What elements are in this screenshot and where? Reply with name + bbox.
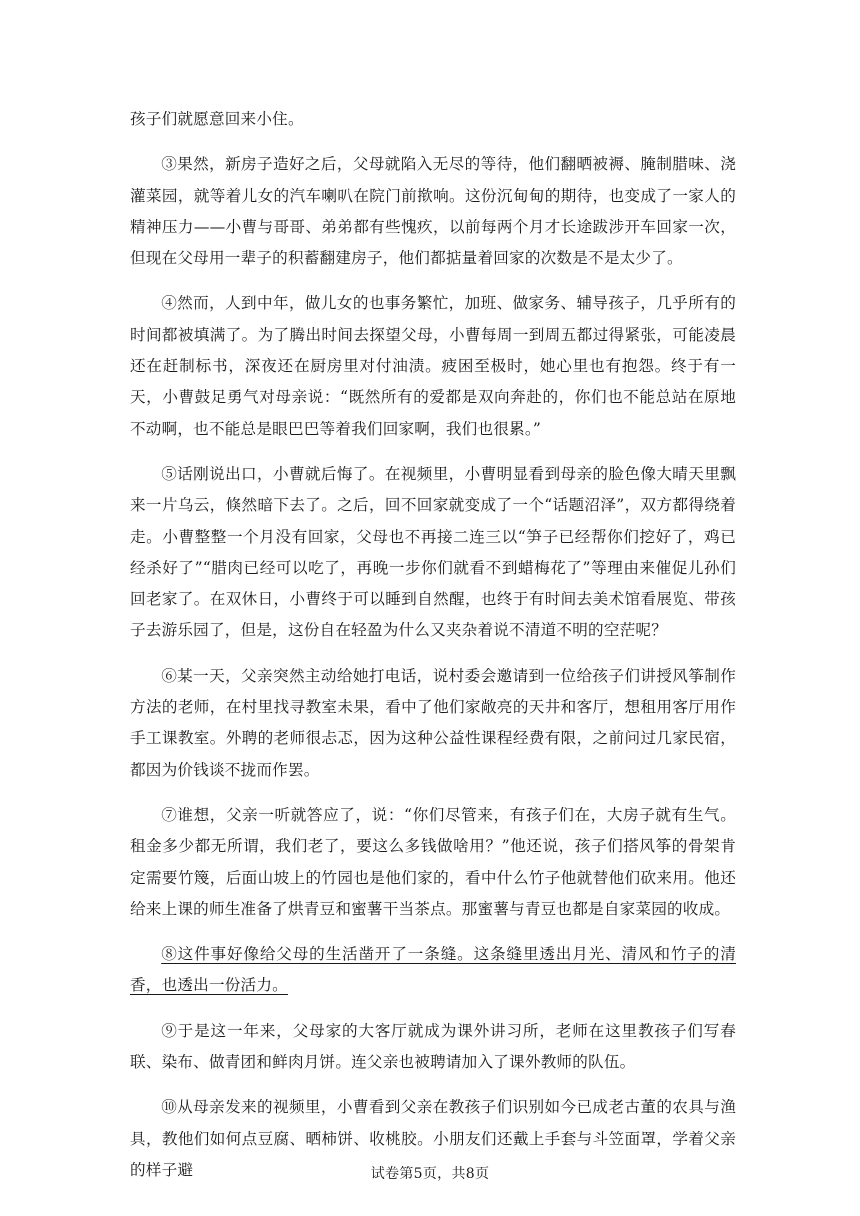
article-body — [130, 104, 736, 1200]
paragraph-7: ⑦谁想，父亲一听就答应了，说：“你们尽管来，有孩子们在，大房子就有生气。租金多少都无所谓，我们老了，要这么多钱做啥用？”他还说，孩子们搭风筝的骨架肯定需要竹篾，后面山坡上的竹园也是他们家的，看中什么竹子他就替他们砍来用。他还给来上课的师生准备了烘青豆和蜜薯干当茶点。那蜜薯与青豆也都是自家菜园的收成。 — [130, 805, 736, 918]
paragraph-5: ⑤话刚说出口，小曹就后悔了。在视频里，小曹明显看到母亲的脸色像大晴天里飘来一片乌云，倏然暗下去了。之后，回不回家就变成了一个“话题沼泽”，双方都得绕着走。小曹整整一个月没有回家，父母也不再接二连三以“笋子已经帮你们挖好了，鸡已经杀好了”“腊肉已经可以吃了，再晚一步你们就看不到蜡梅花了”等理由来催促儿孙们回老家了。在双休日，小曹终于可以睡到自然醒，也终于有时间去美术馆看展览、带孩子去游乐园了，但是，这份自在轻盈为什么又夹杂着说不清道不明的空茫呢？ — [130, 464, 736, 640]
page-number-footer: 试卷第5页，共8页 — [370, 1166, 490, 1182]
paragraph-9: ⑨于是这一年来，父母家的大客厅就成为课外讲习所，老师在这里教孩子们写春联、染布、做青团和鲜肉月饼。连父亲也被聘请加入了课外教师的队伍。 — [130, 1021, 736, 1072]
paragraph-continued: 孩子们就愿意回来小住。 — [130, 110, 304, 128]
paragraph-4: ④然而，人到中年，做儿女的也事务繁忙，加班、做家务、辅导孩子，几乎所有的时间都被填满了。为了腾出时间去探望父母，小曹每周一到周五都过得紧张，可能凌晨还在赶制标书，深夜还在厨房里对付油渍。疲困至极时，她心里也有抱怨。终于有一天，小曹鼓足勇气对母亲说：“既然所有的爱都是双向奔赴的，你们也不能总站在原地不动啊，也不能总是眼巴巴等着我们回家啊，我们也很累。” — [130, 294, 736, 438]
paragraph-6: ⑥某一天，父亲突然主动给她打电话，说村委会邀请到一位给孩子们讲授风筝制作方法的老师，在村里找寻教室未果，看中了他们家敞亮的天井和客厅，想租用客厅用作手工课教室。外聘的老师很忐忑，因为这种公益性课程经费有限，之前问过几家民宿，都因为价钱谈不拢而作罢。 — [130, 666, 736, 779]
paragraph-8-underlined: ⑧这件事好像给父母的生活凿开了一条缝。这条缝里透出月光、清风和竹子的清香，也透出一份活力。 — [130, 945, 736, 995]
paragraph-10: ⑩从母亲发来的视频里，小曹看到父亲在教孩子们识别如今已成老古董的农具与渔具，教他们如何点豆腐、晒柿饼、收桃胶。小朋友们还戴上手套与斗笠面罩，学着父亲的样子避 — [130, 1098, 736, 1179]
paragraph-3: ③果然，新房子造好之后，父母就陷入无尽的等待，他们翻晒被褥、腌制腊味、浇灌菜园，就等着儿女的汽车喇叭在院门前揿响。这份沉甸甸的期待，也变成了一家人的精神压力——小曹与哥哥、弟弟都有些愧疚，以前每两个月才长途跋涉开车回家一次，但现在父母用一辈子的积蓄翻建房子，他们都掂量着回家的次数是不是太少了。 — [130, 155, 736, 268]
